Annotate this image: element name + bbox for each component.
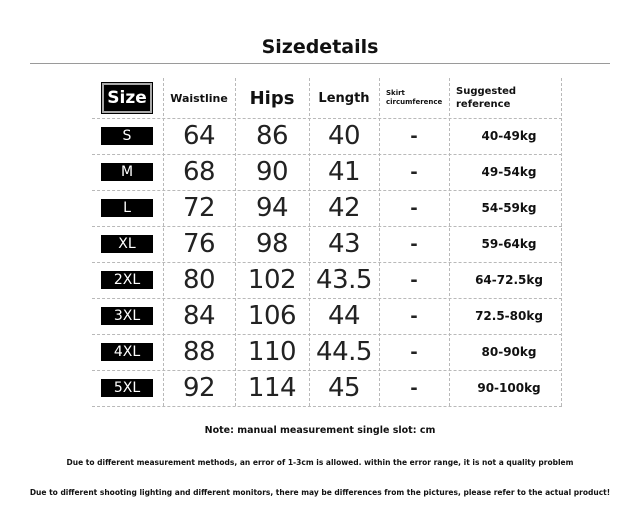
hips-cell (236, 298, 308, 334)
hips-cell-value: 94 (255, 193, 289, 223)
size-cell-value: 4XL (101, 343, 153, 361)
size-cell (92, 118, 162, 154)
waist-cell (164, 370, 234, 406)
waist-cell (164, 154, 234, 190)
reference-cell (456, 298, 562, 334)
page-title: Sizedetails (261, 36, 379, 58)
column-divider (163, 78, 164, 406)
size-header-label: Size (102, 83, 152, 113)
skirt-cell-value: - (410, 341, 418, 363)
reference-cell (456, 118, 562, 154)
hips-cell (236, 370, 308, 406)
size-cell (92, 154, 162, 190)
skirt-cell-value: - (410, 125, 418, 147)
hips-cell-value: 86 (255, 121, 289, 151)
size-cell-value: L (101, 199, 153, 217)
length-cell (310, 226, 378, 262)
column-divider (379, 78, 380, 406)
reference-cell-value: 72.5-80kg (475, 309, 543, 323)
skirt-cell-value: - (410, 161, 418, 183)
size-cell-value: 3XL (101, 307, 153, 325)
length-cell (310, 370, 378, 406)
reference-cell-value: 90-100kg (477, 381, 541, 395)
length-cell-value: 44.5 (316, 337, 372, 367)
hips-cell-value: 98 (255, 229, 289, 259)
size-cell (92, 298, 162, 334)
title-divider (30, 63, 610, 64)
hips-cell (236, 118, 308, 154)
waist-cell (164, 226, 234, 262)
length-cell-value: 40 (327, 121, 361, 151)
unit-note: Note: manual measurement single slot: cm (204, 425, 436, 436)
size-cell (92, 190, 162, 226)
reference-cell-value: 80-90kg (481, 345, 537, 359)
reference-cell (456, 226, 562, 262)
waistline-header-label: Waistline (170, 91, 228, 105)
skirt-cell (382, 154, 446, 190)
length-cell (310, 334, 378, 370)
skirt-header-cell (382, 78, 446, 118)
waist-cell-value: 76 (182, 229, 216, 259)
size-cell (92, 262, 162, 298)
length-cell (310, 262, 378, 298)
length-cell-value: 45 (327, 373, 361, 403)
waist-cell (164, 190, 234, 226)
hips-cell-value: 114 (247, 373, 297, 403)
lighting-note: Due to different shooting lighting and different monitors, there may be differences from the pictures, please refer to the actual product! (29, 488, 611, 497)
length-cell-value: 43 (327, 229, 361, 259)
hips-cell-value: 106 (247, 301, 297, 331)
column-divider (309, 78, 310, 406)
hips-cell (236, 226, 308, 262)
skirt-cell (382, 262, 446, 298)
waist-cell (164, 334, 234, 370)
length-cell (310, 118, 378, 154)
skirt-cell-value: - (410, 305, 418, 327)
length-cell-value: 42 (327, 193, 361, 223)
hips-header-label: Hips (249, 87, 295, 109)
waist-cell-value: 84 (182, 301, 216, 331)
hips-cell (236, 334, 308, 370)
size-cell (92, 334, 162, 370)
skirt-cell (382, 298, 446, 334)
hips-cell (236, 154, 308, 190)
size-cell (92, 226, 162, 262)
size-cell-value: 5XL (101, 379, 153, 397)
reference-cell-value: 54-59kg (481, 201, 537, 215)
skirt-cell-value: - (410, 377, 418, 399)
column-divider (561, 78, 562, 406)
column-divider (235, 78, 236, 406)
suggested-header-label: Suggested reference (456, 86, 517, 110)
reference-cell-value: 59-64kg (481, 237, 537, 251)
length-cell (310, 154, 378, 190)
hips-cell-value: 90 (255, 157, 289, 187)
length-header-cell (310, 78, 378, 118)
waist-cell-value: 80 (182, 265, 216, 295)
suggested-header-cell (456, 78, 562, 118)
column-divider (449, 78, 450, 406)
reference-cell (456, 154, 562, 190)
waist-cell-value: 88 (182, 337, 216, 367)
skirt-cell-value: - (410, 197, 418, 219)
size-cell-value: 2XL (101, 271, 153, 289)
size-cell-value: S (101, 127, 153, 145)
length-cell-value: 43.5 (316, 265, 372, 295)
hips-cell (236, 262, 308, 298)
length-cell (310, 190, 378, 226)
reference-cell-value: 64-72.5kg (475, 273, 543, 287)
skirt-cell (382, 226, 446, 262)
waist-cell-value: 72 (182, 193, 216, 223)
waist-cell-value: 92 (182, 373, 216, 403)
hips-cell-value: 102 (247, 265, 297, 295)
skirt-cell (382, 334, 446, 370)
size-header-cell (92, 78, 162, 118)
waistline-header-cell (164, 78, 234, 118)
skirt-cell (382, 190, 446, 226)
skirt-header-label: Skirt circumference (386, 89, 443, 106)
length-cell (310, 298, 378, 334)
waist-cell (164, 262, 234, 298)
skirt-cell-value: - (410, 269, 418, 291)
reference-cell (456, 262, 562, 298)
size-cell (92, 370, 162, 406)
waist-cell (164, 298, 234, 334)
waist-cell (164, 118, 234, 154)
reference-cell (456, 334, 562, 370)
hips-header-cell (236, 78, 308, 118)
size-cell-value: M (101, 163, 153, 181)
reference-cell (456, 190, 562, 226)
hips-cell-value: 110 (247, 337, 297, 367)
skirt-cell (382, 370, 446, 406)
length-header-label: Length (318, 90, 370, 106)
reference-cell (456, 370, 562, 406)
error-note: Due to different measurement methods, an error of 1-3cm is allowed. within the error range, it is not a quality problem (66, 458, 574, 467)
reference-cell-value: 40-49kg (481, 129, 537, 143)
size-cell-value: XL (101, 235, 153, 253)
reference-cell-value: 49-54kg (481, 165, 537, 179)
waist-cell-value: 68 (182, 157, 216, 187)
length-cell-value: 41 (327, 157, 361, 187)
skirt-cell (382, 118, 446, 154)
size-table (92, 78, 562, 406)
waist-cell-value: 64 (182, 121, 216, 151)
hips-cell (236, 190, 308, 226)
skirt-cell-value: - (410, 233, 418, 255)
length-cell-value: 44 (327, 301, 361, 331)
